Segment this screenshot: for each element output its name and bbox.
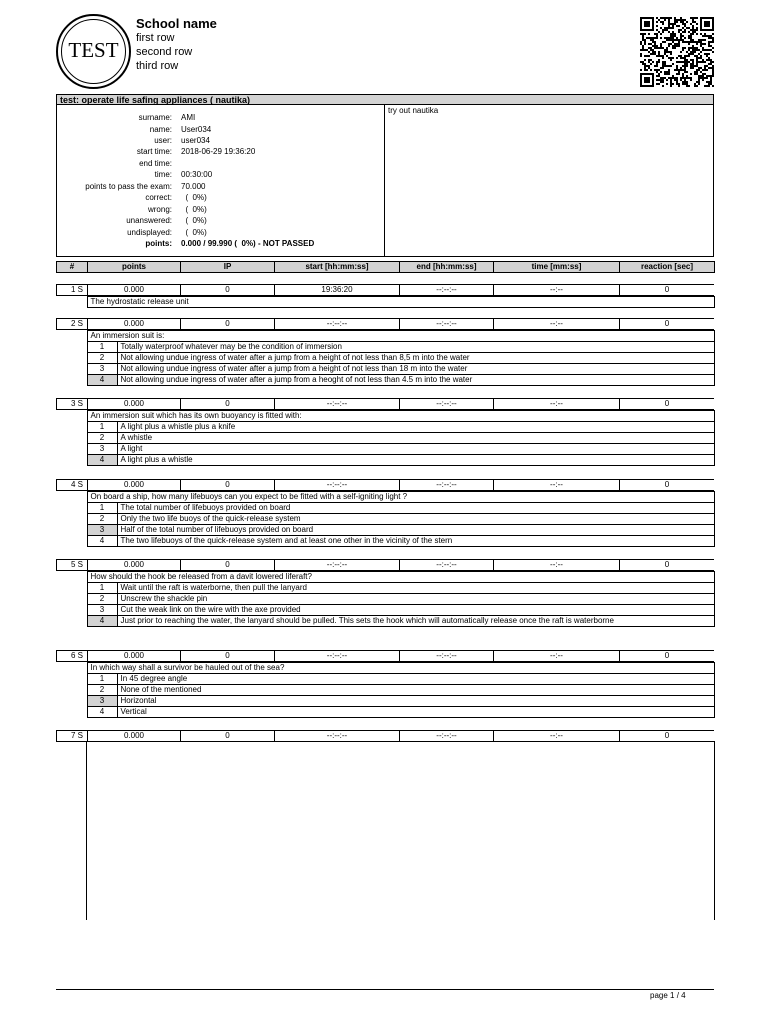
answer-option	[56, 375, 714, 386]
col-time: time [mm:ss]	[494, 262, 620, 273]
question-time: --:--	[494, 731, 620, 742]
question-points: 0.000	[88, 480, 181, 491]
option-text: The two lifebuoys of the quick-release system and at least one other in the vicinity of the stern	[117, 536, 714, 547]
footer-rule	[56, 989, 714, 990]
info-value: ( 0%)	[181, 193, 207, 202]
question-points: 0.000	[88, 560, 181, 571]
answer-option	[56, 583, 714, 594]
header-third-row: third row	[136, 60, 179, 72]
points-value: 0.000 / 99.990 ( 0%) - NOT PASSED	[181, 239, 315, 248]
page-number: page 1 / 4	[650, 991, 686, 1000]
info-label: correct:	[145, 193, 172, 202]
question-end: --:--:--	[400, 399, 494, 410]
option-number: 4	[87, 536, 117, 547]
option-text: Not allowing undue ingress of water after a jump from a heoght of not less than 4.5 m into the water	[117, 375, 714, 386]
question-ip: 0	[181, 651, 275, 662]
answer-option	[56, 536, 714, 547]
info-value: AMI	[181, 113, 196, 122]
answer-option	[56, 364, 714, 375]
question-points: 0.000	[88, 285, 181, 296]
question-ip: 0	[181, 560, 275, 571]
test-note: try out nautika	[388, 106, 439, 115]
option-text: Horizontal	[117, 696, 714, 707]
option-text: A light plus a whistle	[117, 455, 714, 466]
question-start: --:--:--	[275, 651, 400, 662]
option-number: 1	[87, 503, 117, 514]
question-points: 0.000	[88, 319, 181, 330]
answer-option	[56, 594, 714, 605]
question-end: --:--:--	[400, 651, 494, 662]
question-number: 3 S	[57, 399, 88, 410]
col-points: points	[88, 262, 181, 273]
option-number: 4	[87, 455, 117, 466]
answer-option	[56, 525, 714, 536]
info-value: User034	[181, 125, 212, 134]
option-text: A light	[117, 444, 714, 455]
question-time: --:--	[494, 399, 620, 410]
question-3-table	[56, 398, 715, 466]
question-text: The hydrostatic release unit	[87, 297, 714, 308]
question-start: --:--:--	[275, 480, 400, 491]
col-end: end [hh:mm:ss]	[400, 262, 494, 273]
answer-option	[56, 455, 714, 466]
question-ip: 0	[181, 285, 275, 296]
info-value: ( 0%)	[181, 216, 207, 225]
question-end: --:--:--	[400, 319, 494, 330]
option-number: 3	[87, 525, 117, 536]
question-5-table	[56, 559, 715, 627]
option-number: 1	[87, 674, 117, 685]
option-number: 4	[87, 707, 117, 718]
option-number: 3	[87, 444, 117, 455]
option-text: Vertical	[117, 707, 714, 718]
option-text: Wait until the raft is waterborne, then pull the lanyard	[117, 583, 714, 594]
option-text: Cut the weak link on the wire with the axe provided	[117, 605, 714, 616]
question-7-answer-area	[86, 741, 715, 920]
option-number: 4	[87, 616, 117, 627]
question-reaction: 0	[620, 480, 715, 491]
question-2-table	[56, 318, 715, 386]
test-title: test: operate life safing appliances ( nautika)	[56, 94, 714, 105]
option-text: Only the two life buoys of the quick-release system	[117, 514, 714, 525]
question-reaction: 0	[620, 285, 715, 296]
question-text: An immersion suit is:	[87, 331, 714, 342]
question-number: 4 S	[57, 480, 88, 491]
info-value: ( 0%)	[181, 205, 207, 214]
question-end: --:--:--	[400, 285, 494, 296]
answer-option	[56, 616, 714, 627]
option-number: 2	[87, 594, 117, 605]
col-start: start [hh:mm:ss]	[275, 262, 400, 273]
question-number: 5 S	[57, 560, 88, 571]
info-label: end time:	[139, 159, 172, 168]
question-start: --:--:--	[275, 319, 400, 330]
question-number: 7 S	[57, 731, 88, 742]
question-end: --:--:--	[400, 731, 494, 742]
answer-option	[56, 514, 714, 525]
info-value: 2018-06-29 19:36:20	[181, 147, 256, 156]
question-end: --:--:--	[400, 560, 494, 571]
info-label: user:	[154, 136, 172, 145]
question-text: On board a ship, how many lifebuoys can you expect to be fitted with a self-igniting light ?	[87, 492, 714, 503]
question-start: --:--:--	[275, 560, 400, 571]
option-number: 2	[87, 353, 117, 364]
test-logo	[56, 14, 131, 89]
header-first-row: first row	[136, 32, 175, 44]
question-6-table	[56, 650, 715, 718]
option-text: None of the mentioned	[117, 685, 714, 696]
points-label: points:	[145, 239, 172, 248]
info-label: wrong:	[147, 205, 172, 214]
option-number: 1	[87, 342, 117, 353]
info-label: name:	[149, 125, 172, 134]
logo-text: TEST	[68, 38, 119, 62]
question-points: 0.000	[88, 399, 181, 410]
info-value: user034	[181, 136, 210, 145]
col-reaction: reaction [sec]	[620, 262, 715, 273]
question-ip: 0	[181, 319, 275, 330]
info-divider	[384, 105, 385, 256]
option-number: 1	[87, 583, 117, 594]
header-second-row: second row	[136, 46, 193, 58]
option-text: The total number of lifebuoys provided on board	[117, 503, 714, 514]
question-start: --:--:--	[275, 399, 400, 410]
answer-option	[56, 707, 714, 718]
option-text: Not allowing undue ingress of water after a jump from a height of not less than 18 m into the water	[117, 364, 714, 375]
info-value: 00:30:00	[181, 170, 213, 179]
question-time: --:--	[494, 560, 620, 571]
option-number: 3	[87, 364, 117, 375]
school-name: School name	[136, 16, 217, 31]
answer-option	[56, 422, 714, 433]
question-reaction: 0	[620, 731, 715, 742]
question-1-table	[56, 284, 715, 308]
info-label: surname:	[138, 113, 172, 122]
option-number: 3	[87, 696, 117, 707]
question-reaction: 0	[620, 319, 715, 330]
option-text: Not allowing undue ingress of water after a jump from a height of not less than 8,5 m into the water	[117, 353, 714, 364]
option-number: 1	[87, 422, 117, 433]
option-text: Unscrew the shackle pin	[117, 594, 714, 605]
option-number: 2	[87, 685, 117, 696]
question-time: --:--	[494, 285, 620, 296]
question-reaction: 0	[620, 651, 715, 662]
question-start: --:--:--	[275, 731, 400, 742]
question-time: --:--	[494, 480, 620, 491]
answer-option	[56, 444, 714, 455]
info-label: time:	[154, 170, 172, 179]
answer-option	[56, 685, 714, 696]
option-number: 3	[87, 605, 117, 616]
question-time: --:--	[494, 319, 620, 330]
question-start: 19:36:20	[275, 285, 400, 296]
question-points: 0.000	[88, 651, 181, 662]
option-text: Totally waterproof whatever may be the condition of immersion	[117, 342, 714, 353]
question-ip: 0	[181, 399, 275, 410]
question-4-table	[56, 479, 715, 547]
answer-option	[56, 674, 714, 685]
answer-option	[56, 353, 714, 364]
option-text: A whistle	[117, 433, 714, 444]
info-value: ( 0%)	[181, 228, 207, 237]
answer-option	[56, 696, 714, 707]
question-end: --:--:--	[400, 480, 494, 491]
question-text: In which way shall a survivor be hauled out of the sea?	[87, 663, 714, 674]
info-label: points to pass the exam:	[85, 182, 172, 191]
info-value: 70.000	[181, 182, 206, 191]
col-number: #	[57, 262, 88, 273]
option-number: 4	[87, 375, 117, 386]
question-number: 1 S	[57, 285, 88, 296]
answer-option	[56, 433, 714, 444]
info-label: unanswered:	[126, 216, 172, 225]
option-text: In 45 degree angle	[117, 674, 714, 685]
option-text: Half of the total number of lifebuoys provided on board	[117, 525, 714, 536]
answer-option	[56, 503, 714, 514]
answer-option	[56, 342, 714, 353]
question-reaction: 0	[620, 399, 715, 410]
question-text: How should the hook be released from a davit lowered liferaft?	[87, 572, 714, 583]
option-text: Just prior to reaching the water, the lanyard should be pulled. This sets the hook which will automatically release once the raft is waterborne	[117, 616, 714, 627]
question-points: 0.000	[88, 731, 181, 742]
option-number: 2	[87, 514, 117, 525]
qr-code	[640, 17, 714, 87]
question-number: 6 S	[57, 651, 88, 662]
option-text: A light plus a whistle plus a knife	[117, 422, 714, 433]
question-time: --:--	[494, 651, 620, 662]
info-label: undisplayed:	[127, 228, 172, 237]
info-label: start time:	[136, 147, 172, 156]
results-header-table	[56, 261, 715, 273]
question-number: 2 S	[57, 319, 88, 330]
question-ip: 0	[181, 731, 275, 742]
question-ip: 0	[181, 480, 275, 491]
answer-option	[56, 605, 714, 616]
col-ip: IP	[181, 262, 275, 273]
option-number: 2	[87, 433, 117, 444]
question-reaction: 0	[620, 560, 715, 571]
question-text: An immersion suit which has its own buoyancy is fitted with:	[87, 411, 714, 422]
